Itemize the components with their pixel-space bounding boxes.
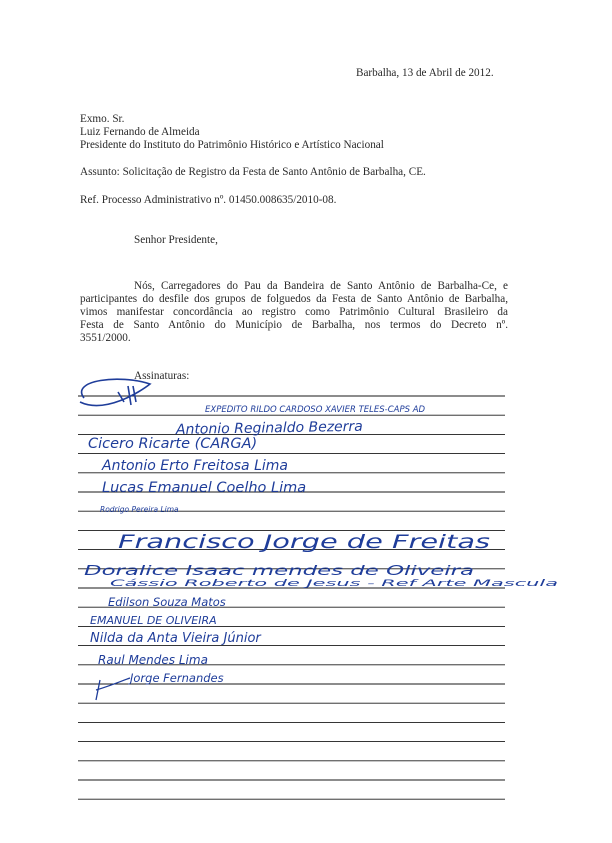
signature: Cicero Ricarte (CARGA) — [88, 436, 258, 452]
greeting: Senhor Presidente, — [134, 234, 218, 246]
body-line: vimos manifestar concordância ao registro como Patrimônio Cultural Brasileiro da — [80, 306, 508, 318]
signature: Edilson Souza Matos — [108, 595, 226, 609]
salutation: Exmo. Sr. — [80, 113, 125, 125]
body-line: Festa de Santo Antônio do Município de Barbalha, nos termos do Decreto nº. — [80, 319, 508, 331]
signature: EMANUEL DE OLIVEIRA — [90, 614, 217, 627]
signature: Nilda da Anta Vieira Júnior — [90, 631, 261, 646]
signature: EXPEDITO RILDO CARDOSO XAVIER TELES-CAPS AD — [205, 405, 426, 415]
signature: Cássio Roberto de Jesus - Ref Arte Mascula — [110, 579, 558, 589]
signature: Antonio Reginaldo Bezerra — [175, 418, 363, 438]
body-line: 3551/2000. — [80, 332, 131, 344]
signature: Rodrigo Pereira Lima — [100, 505, 179, 514]
recipient-name: Luiz Fernando de Almeida — [80, 126, 200, 138]
signatures-label: Assinaturas: — [134, 370, 190, 382]
signature: Antonio Erto Freitosa Lima — [102, 458, 288, 474]
signature: Francisco Jorge de Freitas — [118, 531, 491, 553]
signature: Doralice Isaac mendes de Oliveira — [84, 564, 475, 579]
body-line: participantes do desfile dos grupos de folguedos da Festa de Santo Antônio de Barbalha, — [80, 293, 508, 305]
letter-date: Barbalha, 13 de Abril de 2012. — [356, 67, 494, 79]
letter-subject: Assunto: Solicitação de Registro da Festa de Santo Antônio de Barbalha, CE. — [80, 166, 426, 178]
process-reference: Ref. Processo Administrativo nº. 01450.008635/2010-08. — [80, 194, 337, 206]
recipient-title: Presidente do Instituto do Patrimônio Histórico e Artístico Nacional — [80, 139, 384, 151]
body-line: Nós, Carregadores do Pau da Bandeira de Santo Antônio de Barbalha-Ce, e — [134, 280, 508, 292]
signature: Jorge Fernandes — [130, 671, 224, 685]
signature: Lucas Emanuel Coelho Lima — [102, 480, 307, 496]
signature: Raul Mendes Lima — [98, 653, 208, 667]
